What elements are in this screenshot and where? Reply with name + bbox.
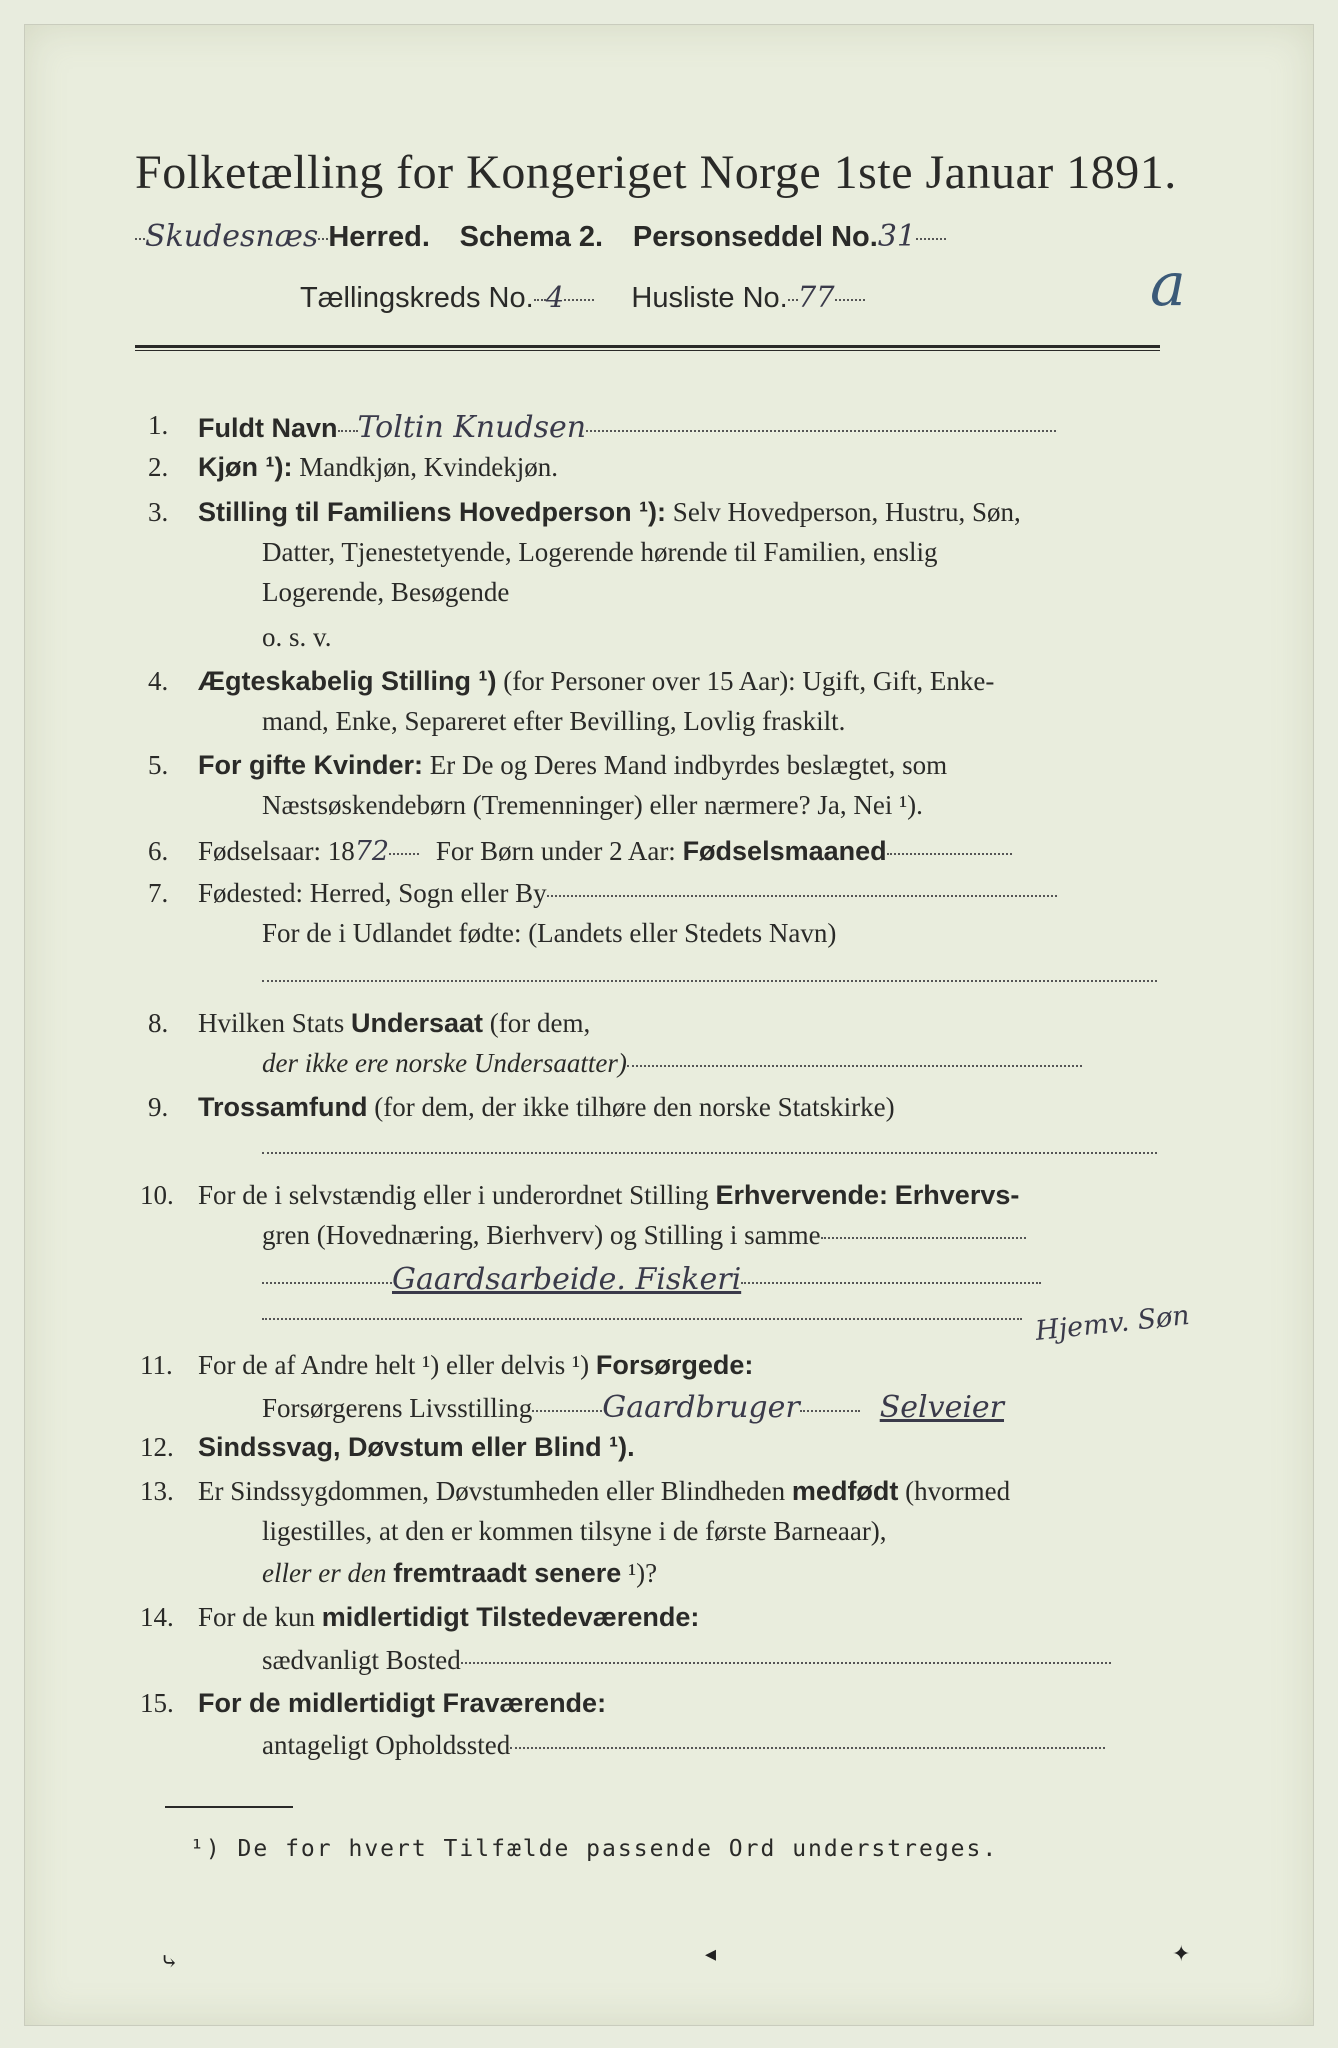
item-7-line-2: For de i Udlandet fødte: (Landets eller Stedets Navn) [262,918,837,948]
item-2-row [198,452,558,483]
item-13-text-3c: ¹)? [628,1558,658,1588]
item-14-text-1a: For de kun [198,1602,315,1632]
item-12-label: Sindssvag, Døvstum eller Blind ¹). [198,1432,635,1462]
item-number-12: 12. [140,1432,174,1462]
item-8-text-2: der ikke ere norske Undersaatter) [262,1048,627,1078]
kreds-label: Tællingskreds No. [300,282,534,314]
item-6-value: 72 [354,836,390,867]
item-2-text: Mandkjøn, Kvindekjøn. [299,452,558,482]
item-3-text-1: Selv Hovedperson, Hustru, Søn, [672,497,1021,527]
item-6-label-3: Fødselsmaaned [682,836,887,866]
item-14-line-1 [198,1602,699,1633]
item-8-text-1c: (for dem, [489,1008,591,1038]
kreds-value: 4 [545,280,565,314]
item-6-label-2: For Børn under 2 Aar: [435,836,676,866]
item-number-15: 15. [140,1688,174,1718]
pin-mark-center: ◂ [705,1942,717,1967]
item-10-text-1a: For de i selvstændig eller i underordnet Stilling [198,1180,709,1210]
herred-label: Herred. [328,221,430,253]
item-13-label: medfødt [791,1476,899,1506]
item-9-line-1 [198,1092,895,1123]
item-7-label: Fødested: [198,878,303,908]
item-10-text-1c: Erhvervs- [894,1180,1020,1210]
item-11-value-2: Selveier [879,1390,1005,1425]
item-2-label: Kjøn ¹): [198,452,293,482]
item-4-text-1: (for Personer over 15 Aar): Ugift, Gift, Enke- [503,666,995,696]
item-number-6: 6. [148,836,169,866]
item-11-text-2: Forsørgerens Livsstilling [262,1393,533,1423]
item-8-text-1a: Hvilken Stats [198,1008,345,1038]
item-10-answer-row [262,1262,1041,1297]
item-3-line-4: o. s. v. [262,622,332,652]
margin-mark: a [1150,250,1186,320]
item-5-line-2: Næstsøskendebørn (Tremenninger) eller nærmere? Ja, Nei ¹). [262,790,923,820]
item-10-line-2 [262,1220,1026,1251]
item-11-label: Forsørgede: [595,1350,754,1380]
item-1-label: Fuldt Navn [198,413,338,443]
item-number-10: 10. [140,1180,174,1210]
item-14-text-2: sædvanligt Bosted [262,1645,461,1675]
item-number-11: 11. [140,1350,173,1380]
item-number-5: 5. [148,750,169,780]
item-3-line-3: Logerende, Besøgende [262,577,510,607]
item-8-label: Undersaat [351,1008,484,1038]
header-line-kreds [300,280,865,315]
item-15-text-2: antageligt Opholdssted [262,1730,511,1760]
item-10-value-2: Hjemv. Søn [1033,1299,1192,1348]
item-11-line-1 [198,1350,753,1381]
item-11-text-1a: For de af Andre helt ¹) eller delvis ¹) [198,1350,590,1380]
item-1-value: Toltin Knudsen [357,410,587,445]
personseddel-label: Personseddel No. [632,221,878,253]
item-4-label: Ægteskabelig Stilling ¹) [198,666,497,696]
item-9-label: Trossamfund [198,1092,368,1122]
item-14-line-2 [262,1645,1111,1676]
item-number-4: 4. [148,666,169,696]
item-10-label: Erhvervende: [715,1180,889,1210]
item-4-line-2: mand, Enke, Separeret efter Bevilling, Lovlig fraskilt. [262,706,846,736]
footnote-rule [165,1806,293,1808]
pin-mark-right: ✦ [1172,1942,1191,1967]
item-10-answer-line [262,1318,1022,1320]
item-5-text-1: Er De og Deres Mand indbyrdes beslægtet, som [429,750,948,780]
item-13-line-1 [198,1476,1010,1507]
item-11-line-2 [262,1390,1004,1425]
item-14-label: midlertidigt Tilstedeværende: [321,1602,700,1632]
item-3-label: Stilling til Familiens Hovedperson ¹): [198,497,667,527]
item-number-7: 7. [148,878,169,908]
form-title: Folketælling for Kongeriget Norge 1ste Januar 1891. [135,146,1177,199]
item-13-line-3 [262,1558,657,1589]
item-10-line-1 [198,1180,1019,1211]
item-6-label: Fødselsaar: 18 [198,836,355,866]
item-13-line-2: ligestilles, at den er kommen tilsyne i de første Barneaar), [262,1516,887,1546]
item-9-text-1: (for dem, der ikke tilhøre den norske Statskirke) [374,1092,895,1122]
item-number-8: 8. [148,1008,169,1038]
item-3-line-1 [198,497,1021,528]
item-5-line-1 [198,750,947,781]
header-line-schema [135,218,946,254]
item-9-answer-line [262,1152,1157,1154]
item-number-14: 14. [140,1602,174,1632]
personseddel-value: 31 [877,219,917,254]
item-number-1: 1. [148,410,169,440]
item-number-2: 2. [148,452,169,482]
item-10-text-2: gren (Hovednæring, Bierhverv) og Stilling i samme [262,1220,821,1250]
husliste-label: Husliste No. [631,282,788,314]
item-13-text-1c: (hvormed [905,1476,1011,1506]
item-10-value: Gaardsarbeide. Fiskeri [392,1262,742,1297]
item-number-9: 9. [148,1092,169,1122]
item-15-line-2 [262,1730,1105,1761]
item-4-line-1 [198,666,994,697]
item-7-answer-line [262,980,1157,982]
header-rule-top [135,345,1160,348]
item-11-value: Gaardbruger [602,1390,800,1425]
item-7-text-1: Herred, Sogn eller By [309,878,547,908]
footnote: ¹) De for hvert Tilfælde passende Ord understreges. [190,1836,999,1862]
husliste-value: 77 [797,280,835,314]
item-13-text-1a: Er Sindssygdommen, Døvstumheden eller Blindheden [198,1476,786,1506]
item-8-line-1 [198,1008,590,1039]
item-5-label: For gifte Kvinder: [198,750,424,780]
item-7-line-1 [198,878,1057,909]
item-number-13: 13. [140,1476,174,1506]
pin-mark-left: ⤷ [160,1950,179,1975]
herred-value: Skudesnæs [145,219,319,254]
item-3-line-2: Datter, Tjenestetyende, Logerende hørende til Familien, enslig [262,537,938,567]
item-13-label-2: fremtraadt senere [393,1558,622,1588]
item-13-text-3a: eller er den [262,1558,387,1588]
item-1-row [198,410,1056,445]
header-rule-bottom [135,350,1160,351]
item-15-label: For de midlertidigt Fraværende: [198,1688,607,1718]
item-8-line-2 [262,1048,1082,1079]
item-6-row [198,836,1012,867]
schema-label: Schema 2. [459,221,604,253]
item-number-3: 3. [148,497,169,527]
